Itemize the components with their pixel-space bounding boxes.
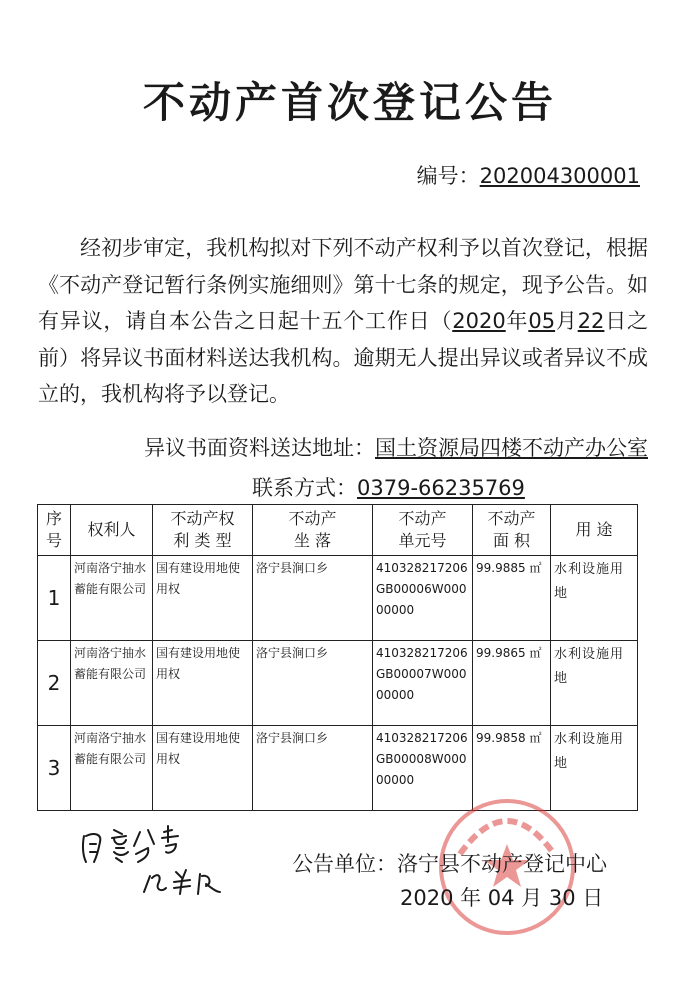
table-header-row [38,505,638,556]
notice-text-part2: 之前）将异议书面材料送达我机构。逾期无人提出异议或者异议不成立的，我机构将予以登记。 [38,309,649,406]
property-table [37,504,638,811]
rights-holder: 河南洛宁抽水蓄能有限公司 [71,556,153,641]
document-number [417,160,640,190]
right-type: 国有建设用地使用权 [153,726,253,811]
right-type: 国有建设用地使用权 [153,556,253,641]
right-type: 国有建设用地使用权 [153,641,253,726]
property-usage: 水利设施用地 [551,556,638,641]
property-area: 99.9885 ㎡ [473,556,551,641]
issuing-unit [292,848,607,878]
deadline-year: 2020 [452,309,506,333]
notice-text-part1: 经初步审定，我机构拟对下列不动产权利予以首次登记，根据《不动产登记暂行条例实施细则》第十七条的规定，现予公告。如有异议，请自本公告之日起十五个工作日（ [38,236,648,333]
document-number-label: 编号： [416,164,480,188]
handwritten-signature [78,822,248,902]
row-number: 2 [38,641,71,726]
row-number: 3 [38,726,71,811]
contact-info [252,472,525,502]
contact-phone: 0379-66235769 [357,476,525,500]
unit-number: 410328217206GB00007W00000000 [373,641,473,726]
deadline-month: 05 [528,309,556,333]
property-usage: 水利设施用地 [551,641,638,726]
header-unit-no: 不动产 单元号 [373,505,473,556]
property-area: 99.9858 ㎡ [473,726,551,811]
property-area: 99.9865 ㎡ [473,641,551,726]
property-location: 洛宁县涧口乡 [253,641,373,726]
header-no: 序 号 [38,505,71,556]
objection-address [144,432,648,462]
row-number: 1 [38,556,71,641]
rights-holder: 河南洛宁抽水蓄能有限公司 [71,641,153,726]
deadline-year-unit: 年 [505,309,529,333]
header-area: 不动产 面 积 [473,505,551,556]
header-usage: 用 途 [551,505,638,556]
contact-label: 联系方式： [252,476,357,500]
property-usage: 水利设施用地 [551,726,638,811]
unit-number: 410328217206GB00006W00000000 [373,556,473,641]
document-number-value: 202004300001 [479,164,640,188]
unit-number: 410328217206GB00008W00000000 [373,726,473,811]
issuing-unit-label: 公告单位： [292,852,397,876]
property-location: 洛宁县涧口乡 [253,726,373,811]
objection-address-label: 异议书面资料送达地址： [144,436,375,460]
page-title: 不动产首次登记公告 [142,78,557,127]
deadline-month-unit: 月 [555,309,578,333]
issuing-unit-name: 洛宁县不动产登记中心 [397,852,607,876]
deadline-day-unit: 日 [604,309,628,333]
header-location: 不动产 坐 落 [253,505,373,556]
rights-holder: 河南洛宁抽水蓄能有限公司 [71,726,153,811]
issue-date: 2020 年 04 月 30 日 [400,886,604,910]
property-location: 洛宁县涧口乡 [253,556,373,641]
objection-address-value: 国土资源局四楼不动产办公室 [375,436,648,460]
table-row [38,641,638,726]
header-right-type: 不动产权 利 类 型 [153,505,253,556]
table-row [38,556,638,641]
header-holder: 权利人 [71,505,153,556]
notice-paragraph [38,230,648,413]
deadline-day: 22 [577,309,605,333]
